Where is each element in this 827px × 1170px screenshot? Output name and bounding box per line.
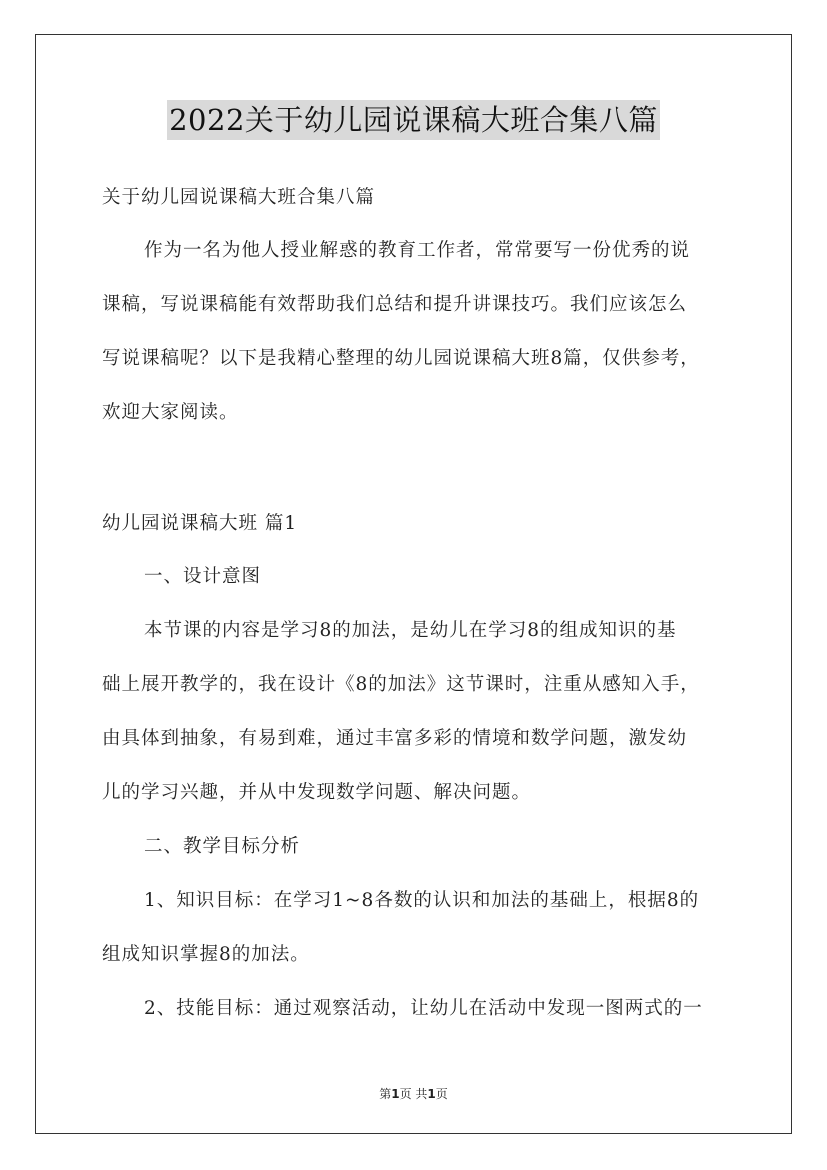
intro-line-2: 课稿，写说课稿能有效帮助我们总结和提升讲课技巧。我们应该怎么 [102, 294, 688, 315]
part1-line-3: 由具体到抽象，有易到难，通过丰富多彩的情境和数学问题，激发幼 [102, 728, 688, 749]
footer-page-number: 1 [391, 1087, 400, 1101]
title-container [0, 100, 827, 140]
part1-line-2: 础上展开教学的，我在设计《8的加法》这节课时，注重从感知入手， [102, 674, 700, 695]
footer-suffix: 页 [435, 1087, 448, 1101]
document-title: 2022关于幼儿园说课稿大班合集八篇 [167, 100, 660, 140]
goal1-line-2: 组成知识掌握8的加法。 [102, 944, 310, 965]
footer-mid: 页 共 [399, 1087, 428, 1101]
footer-prefix: 第 [379, 1087, 392, 1101]
goal1-line-1: 1、知识目标：在学习1~8各数的认识和加法的基础上，根据8的 [144, 890, 700, 911]
intro-line-4: 欢迎大家阅读。 [102, 402, 239, 423]
part1-heading: 一、设计意图 [144, 566, 262, 587]
footer-page-total: 1 [427, 1087, 436, 1101]
intro-line-1: 作为一名为他人授业解惑的教育工作者，常常要写一份优秀的说 [144, 240, 691, 261]
part1-line-4: 儿的学习兴趣，并从中发现数学问题、解决问题。 [102, 782, 532, 803]
part2-heading: 二、教学目标分析 [144, 836, 301, 857]
intro-line-3: 写说课稿呢？以下是我精心整理的幼儿园说课稿大班8篇，仅供参考， [102, 348, 700, 369]
section-heading: 幼儿园说课稿大班 篇1 [102, 513, 298, 534]
part1-line-1: 本节课的内容是学习8的加法，是幼儿在学习8的组成知识的基 [144, 620, 677, 641]
goal2-line-1: 2、技能目标：通过观察活动，让幼儿在活动中发现一图两式的一 [144, 998, 703, 1019]
subtitle: 关于幼儿园说课稿大班合集八篇 [102, 187, 376, 208]
page-footer [0, 1085, 827, 1102]
